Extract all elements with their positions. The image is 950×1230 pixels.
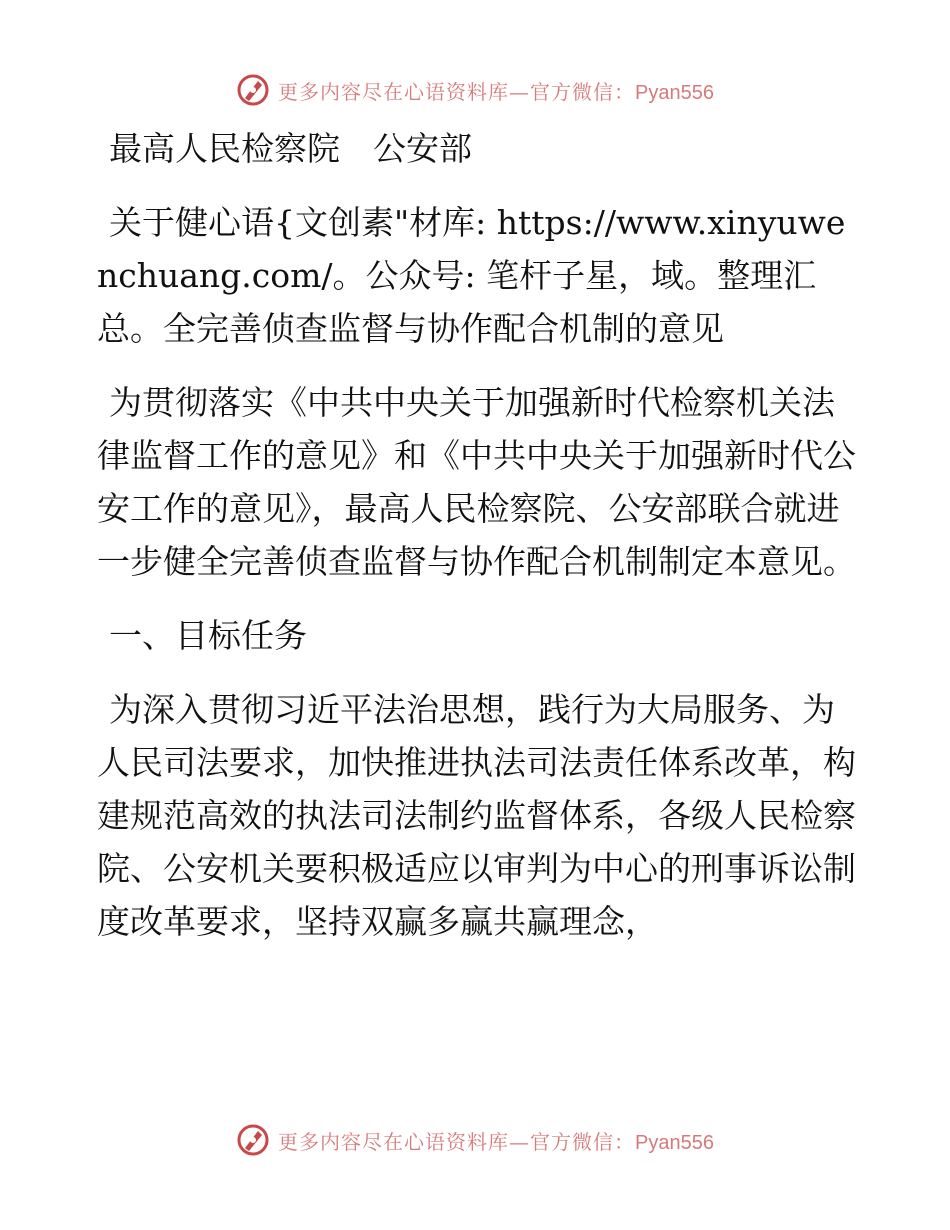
section-paragraph: 为深入贯彻习近平法治思想，践行为大局服务、为人民司法要求，加快推进执法司法责任体系改革，构建规范高效的执法司法制约监督体系，各级人民检察院、公安机关要积极适应以审判为中心的刑事诉讼制度改革要求，坚持双赢多赢共赢理念， <box>97 690 856 941</box>
pen-logo-icon <box>236 1123 270 1157</box>
section-heading: 一、目标任务 <box>109 616 307 655</box>
watermark-footer <box>0 1120 950 1160</box>
document-title: 关于健心语{文创素"材库: https://www.xinyuwenchuang.com/。公众号: 笔杆子星，域。整理汇总。全完善侦查监督与协作配合机制的意见 <box>97 203 846 348</box>
watermark-text: 更多内容尽在心语资料库—官方微信：Pyan556 <box>278 1129 714 1154</box>
intro-paragraph: 为贯彻落实《中共中央关于加强新时代检察机关法律监督工作的意见》和《中共中央关于加强新时代公安工作的意见》，最高人民检察院、公安部联合就进一步健全完善侦查监督与协作配合机制制定本意见。 <box>97 383 856 581</box>
issuing-authorities: 最高人民检察院 公安部 <box>109 129 472 168</box>
pen-logo-icon <box>236 73 270 107</box>
watermark-text: 更多内容尽在心语资料库—官方微信：Pyan556 <box>278 79 714 104</box>
watermark-header <box>0 70 950 110</box>
document-body <box>97 122 857 969</box>
